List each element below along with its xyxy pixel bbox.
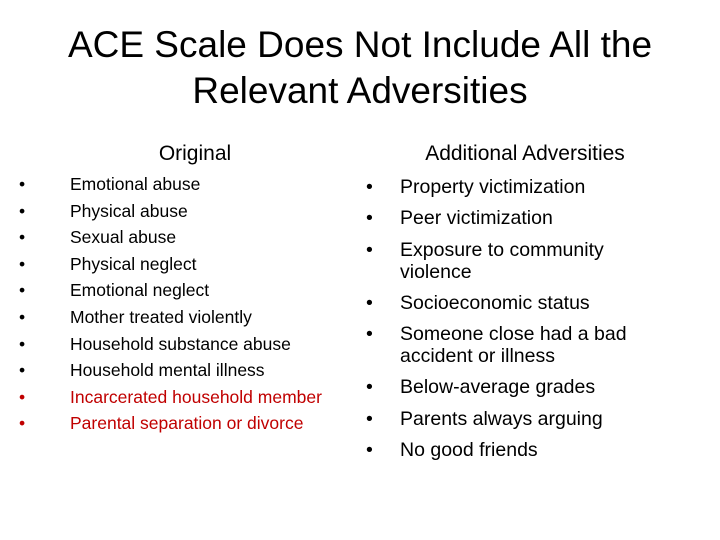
list-item-label: Someone close had a bad accident or illness xyxy=(400,323,627,368)
list-item-label: No good friends xyxy=(400,439,538,462)
bullet-icon: • xyxy=(19,174,26,194)
list-item-label: Household substance abuse xyxy=(70,333,291,354)
list-item-label: Sexual abuse xyxy=(70,227,177,248)
list-item xyxy=(19,334,359,354)
list-item xyxy=(19,307,359,327)
list-item xyxy=(366,207,666,229)
bullet-icon: • xyxy=(366,407,373,430)
list-item-label: Physical neglect xyxy=(70,253,197,274)
bullet-icon: • xyxy=(19,386,26,407)
list-item-highlighted xyxy=(19,387,359,407)
list-item-label: Emotional abuse xyxy=(70,174,201,194)
list-item xyxy=(366,439,666,461)
list-item-label: Exposure to community violence xyxy=(400,238,604,283)
list-item-label: Property victimization xyxy=(400,176,586,198)
bullet-icon: • xyxy=(366,176,373,198)
bullet-icon: • xyxy=(19,413,26,434)
bullet-icon: • xyxy=(19,333,26,354)
list-item xyxy=(366,292,666,314)
bullet-icon: • xyxy=(19,306,26,327)
bullet-icon: • xyxy=(366,238,373,261)
list-item-label: Physical abuse xyxy=(70,200,188,221)
list-item xyxy=(366,376,666,398)
list-item-label: Household mental illness xyxy=(70,360,265,381)
list-item-label: Parents always arguing xyxy=(400,407,603,430)
list-item-label: Emotional neglect xyxy=(70,280,210,301)
bullet-icon: • xyxy=(366,439,373,462)
bullet-icon: • xyxy=(19,360,26,381)
list-item xyxy=(19,280,359,300)
list-item-label: Peer victimization xyxy=(400,207,553,230)
slide-title-line-1: ACE Scale Does Not Include All the xyxy=(67,24,653,65)
additional-adversities-heading: Additional Adversities xyxy=(425,142,625,165)
bullet-icon: • xyxy=(19,200,26,221)
bullet-icon: • xyxy=(366,323,373,346)
list-item xyxy=(366,408,666,430)
slide-title-line-2: Relevant Adversities xyxy=(192,70,528,111)
list-item-label: Mother treated violently xyxy=(70,306,252,327)
list-item xyxy=(19,201,359,221)
list-item-highlighted xyxy=(19,413,359,433)
bullet-icon: • xyxy=(19,253,26,274)
list-item-label: Parental separation or divorce xyxy=(70,413,304,434)
bullet-icon: • xyxy=(366,291,373,314)
original-list xyxy=(19,174,359,440)
list-item xyxy=(19,227,359,247)
slide-title xyxy=(50,22,670,114)
list-item xyxy=(366,176,666,198)
list-item xyxy=(366,239,666,283)
list-item xyxy=(19,360,359,380)
bullet-icon: • xyxy=(19,227,26,248)
list-item xyxy=(366,323,666,367)
list-item xyxy=(19,174,359,194)
bullet-icon: • xyxy=(366,376,373,399)
list-item-label: Below-average grades xyxy=(400,376,596,399)
bullet-icon: • xyxy=(19,280,26,301)
original-heading: Original xyxy=(158,142,232,165)
additional-adversities-list xyxy=(366,176,666,470)
list-item-label: Incarcerated household member xyxy=(70,386,322,407)
list-item xyxy=(19,254,359,274)
bullet-icon: • xyxy=(366,207,373,230)
list-item-label: Socioeconomic status xyxy=(400,291,590,314)
